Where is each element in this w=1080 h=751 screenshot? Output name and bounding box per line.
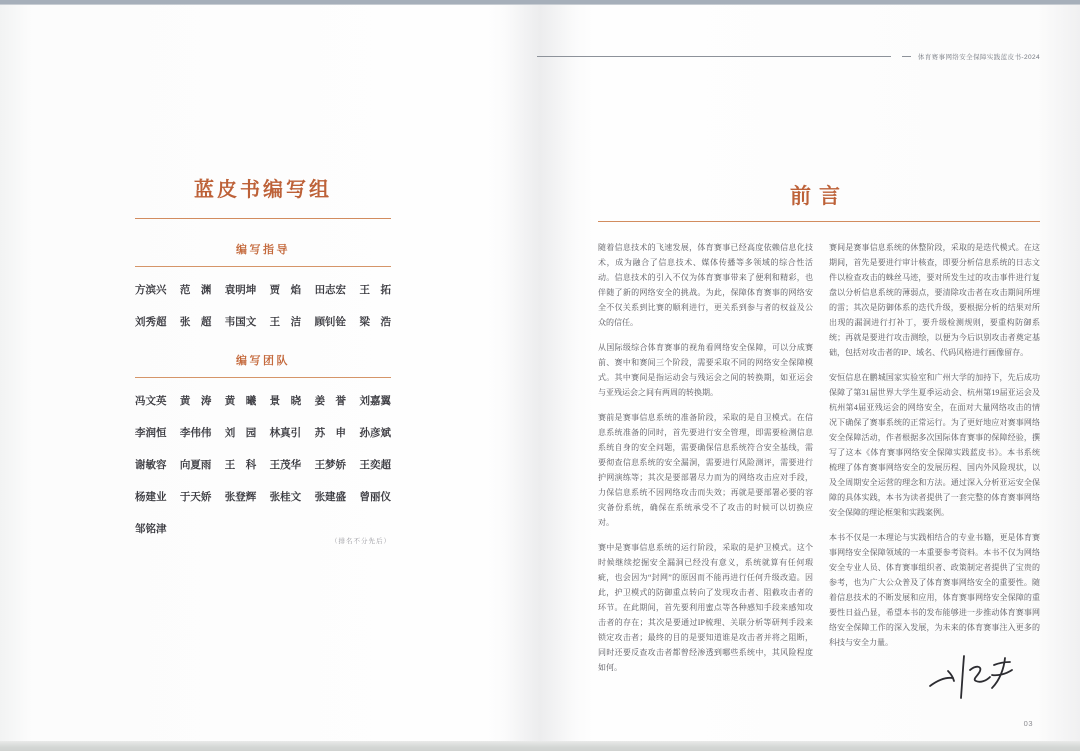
preface-paragraph: 本书不仅是一本理论与实践相结合的专业书籍，更是体育赛事网络安全保障领域的一本重要参考资料。本书不仅为网络安全专业人员、体育赛事组织者、政策制定者提供了宝贵的参考，也为广大公众普及了体育赛事网络安全的重要性。随着信息技术的不断发展和应用，体育赛事网络安全保障的重要性日益凸显，希望本书的发布能够进一步推动体育赛事网络安全保障工作的深入发展，为未来的体育赛事注入更多的科技与安全力量。 (829, 533, 1040, 647)
section-rule (135, 266, 391, 267)
contributor-name: 张 超 (179, 316, 212, 328)
contributor-name: 曾丽仪 (359, 491, 391, 503)
contributor-name: 田志宏 (314, 284, 347, 296)
name-row (135, 522, 391, 537)
running-head-dash (902, 56, 911, 57)
contributor-name: 王奕超 (359, 459, 391, 471)
contributor-name: 刘 园 (224, 427, 257, 439)
contributor-name: 张建盛 (314, 491, 347, 503)
left-title-rule (135, 218, 391, 219)
contributor-name: 范 渊 (179, 284, 212, 296)
contributor-name: 姜 誉 (314, 395, 347, 407)
contributor-name: 苏 申 (314, 427, 347, 439)
preface-paragraph: 赛前是赛事信息系统的准备阶段，采取的是自卫模式。在信息系统准备的同时，首先要进行安全管理，即需要检测信息系统自身的安全问题，需要确保信息系统符合安全基线，需要彻查信息系统的安全漏洞，需要进行风险测评，需要进行护网演练等；其次是要部署尽力而为的网络攻击应对手段，力保信息系统不因网络攻击而失效；再就是要部署必要的容灾备份系统，确保在系统承受不了攻击的时候可以切换应对。 (598, 413, 813, 527)
contributor-name: 向夏雨 (179, 459, 212, 471)
contributor-name: 王梦娇 (314, 459, 347, 471)
contributor-name: 顾钊铨 (314, 316, 347, 328)
contributor-name: 方滨兴 (135, 284, 167, 296)
name-row (135, 394, 391, 409)
contributor-name: 王 洁 (269, 316, 302, 328)
name-row (135, 490, 391, 505)
left-page-title: 蓝皮书编写组 (194, 179, 332, 201)
contributor-name: 刘秀超 (135, 316, 167, 328)
contributor-name: 孙彦斌 (359, 427, 391, 439)
names-order-note: （排名不分先后） (331, 538, 391, 545)
running-head-rule (537, 56, 891, 57)
contributor-name: 李伟伟 (179, 427, 212, 439)
contributor-name: 李润恒 (135, 427, 167, 439)
running-head-label: 体育赛事网络安全保障实践蓝皮书-2024 (917, 54, 1040, 61)
signature-handwriting (928, 650, 1018, 705)
contributor-name: 王 科 (224, 459, 257, 471)
section-heading: 编写团队 (236, 355, 290, 367)
name-row (135, 426, 391, 441)
name-row (135, 458, 391, 473)
contributor-name: 冯文英 (135, 395, 167, 407)
contributor-name: 张登辉 (224, 491, 257, 503)
left-page-section (135, 243, 391, 330)
preface-title-rule (598, 221, 1040, 222)
preface-column-2 (829, 240, 1040, 660)
contributor-name: 王茂华 (269, 459, 302, 471)
contributor-name: 黄 曦 (224, 395, 257, 407)
section-heading: 编写指导 (236, 244, 290, 256)
preface-title: 前言 (790, 184, 848, 208)
preface-paragraph: 从国际级综合体育赛事的视角看网络安全保障，可以分成赛前、赛中和赛间三个阶段，需要采取不同的网络安全保障模式。其中赛间是指运动会与残运会之间的转换期，如亚运会与亚残运会之间有两周的转换期。 (598, 343, 813, 397)
contributor-name: 袁明坤 (224, 284, 257, 296)
contributor-name: 于天娇 (179, 491, 212, 503)
contributor-name: 谢敏容 (135, 459, 167, 471)
contributor-name: 景 晓 (269, 395, 302, 407)
contributor-name: 韦国文 (224, 316, 257, 328)
name-rows (135, 394, 391, 537)
contributor-name: 杨建业 (135, 491, 167, 503)
preface-paragraph: 赛间是赛事信息系统的休整阶段，采取的是迭代模式。在这期间，首先是要进行审计核查，即要分析信息系统的日志文件以检查攻击的蛛丝马迹，要对所发生过的攻击事件进行复盘以分析信息系统的薄弱点，要清除攻击者在攻击期间所埋的雷；其次是防御体系的迭代升级，要根据分析的结果对所出现的漏洞进行打补丁，要升级检测规则，要重构防御系统；再就是要进行攻击测绘，以便为今后识别攻击者奠定基础，包括对攻击者的IP、域名、代码风格进行画像留存。 (829, 243, 1040, 357)
preface-paragraph: 安恒信息在鹏城国家实验室和广州大学的加持下，先后成功保障了第31届世界大学生夏季运动会、杭州第19届亚运会及杭州第4届亚残运会的网络安全，在面对大量网络攻击的情况下确保了赛事系统的正常运行。为了更好地应对赛事网络安全保障活动，作者根据多次国际体育赛事的保障经验，撰写了这本《体育赛事网络安全保障实践蓝皮书》。本书系统梳理了体育赛事网络安全的发展历程、国内外风险现状，以及全周期安全运营的理念和方法。通过深入分析亚运安全保障的具体实践，本书为读者提供了一套完整的体育赛事网络安全保障的理论框架和实践案例。 (829, 373, 1040, 517)
contributor-name: 邹铭津 (135, 523, 167, 535)
contributor-name: 刘嘉翼 (359, 395, 391, 407)
left-page (135, 176, 391, 545)
name-row (135, 315, 391, 330)
left-page-section (135, 354, 391, 545)
preface-column-1 (598, 240, 813, 685)
running-head (537, 52, 1040, 61)
contributor-name: 王 拓 (359, 284, 391, 296)
book-gutter-shadow (505, 5, 575, 741)
preface-paragraph: 随着信息技术的飞速发展，体育赛事已经高度依赖信息化技术，成为融合了信息技术、媒体传播等多领域的综合性活动。信息技术的引入不仅为体育赛事带来了便利和精彩，也伴随了新的网络安全的挑战。为此，保障体育赛事的网络安全不仅关系到比赛的顺利进行，更关系到参与者的权益及公众的信任。 (598, 243, 813, 327)
page-number: 03 (1023, 719, 1033, 728)
photo-bottom-edge (0, 741, 1080, 751)
contributor-name: 张桂文 (269, 491, 302, 503)
name-row (135, 283, 391, 298)
contributor-name: 贾 焰 (269, 284, 302, 296)
section-rule (135, 377, 391, 378)
preface-paragraph: 赛中是赛事信息系统的运行阶段，采取的是护卫模式。这个时候继续挖掘安全漏洞已经没有意义，系统就算有任何瑕疵，也会因为“封网”的原因而不能再进行任何升级改造。因此，护卫模式的防御重点转向了发现攻击者、阻截攻击者的环节。在此期间，首先要利用蜜点等各种感知手段来感知攻击者的存在；其次是要通过IP梳理、关联分析等研判手段来锁定攻击者；最终的目的是要知道谁是攻击者并将之阻断，同时还要反查攻击者都曾经渗透到哪些系统中，其风险程度如何。 (598, 543, 813, 672)
contributor-name: 黄 涛 (179, 395, 212, 407)
contributor-name: 林真引 (269, 427, 302, 439)
photo-top-edge (0, 0, 1080, 5)
name-rows (135, 283, 391, 330)
left-page-sections (135, 243, 391, 545)
contributor-name: 梁 浩 (359, 316, 391, 328)
